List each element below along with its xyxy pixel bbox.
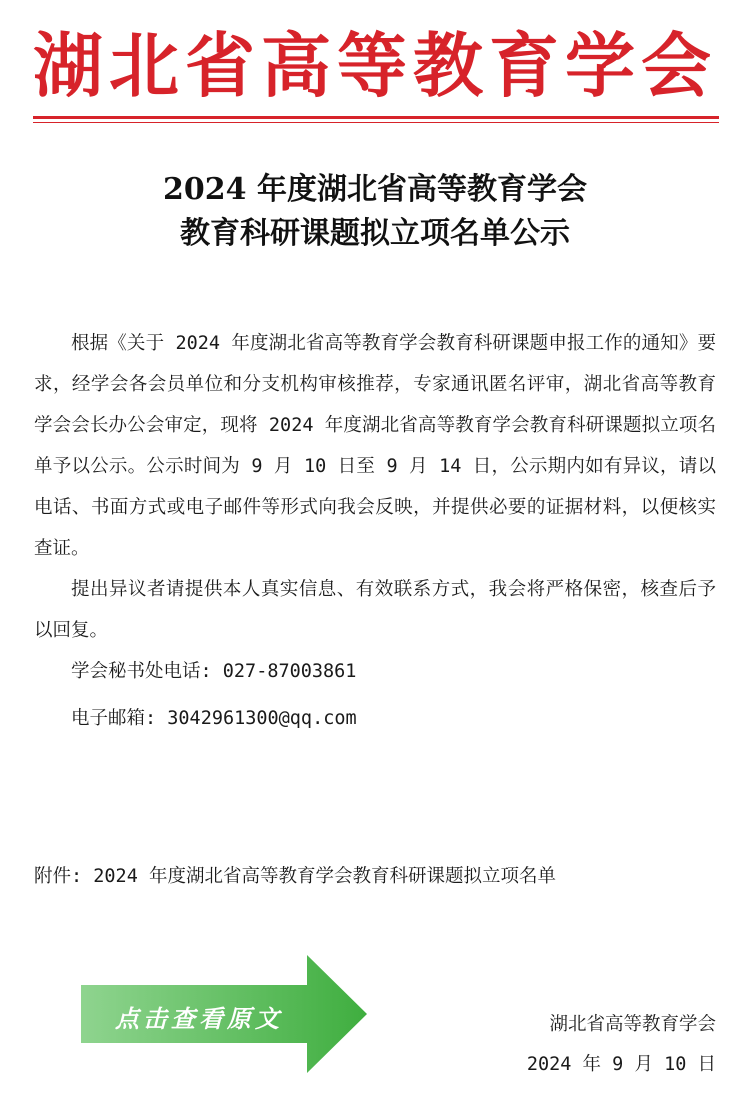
document-title	[0, 168, 750, 256]
view-original-button[interactable]	[81, 955, 367, 1073]
contact-phone: 学会秘书处电话: 027-87003861	[71, 661, 357, 682]
masthead-title: 湖北省高等教育学会	[33, 24, 717, 107]
masthead-rule-thick	[33, 116, 719, 119]
signature-date: 2024 年 9 月 10 日	[526, 1054, 716, 1075]
document-body	[34, 323, 716, 739]
document-title-line2: 教育科研课题拟立项名单公示	[180, 216, 570, 251]
contact-email: 电子邮箱: 3042961300@qq.com	[71, 708, 357, 729]
masthead-rule-thin	[33, 122, 719, 123]
body-paragraph-1: 根据《关于 2024 年度湖北省高等教育学会教育科研课题申报工作的通知》要求，经学会各会员单位和分支机构审核推荐，专家通讯匿名评审，湖北省高等教育学会会长办公会审定，现将 2024 年度湖北省高等教育学会教育科研课题拟立项名单予以公示。公示时间为 9 月 10 日至 9 月 14 日，公示期内如有异议，请以电话、书面方式或电子邮件等形式向我会反映，并提供必要的证据材料，以便核实查证。	[34, 333, 716, 559]
signature-organization: 湖北省高等教育学会	[549, 1014, 716, 1035]
signature-block	[527, 1005, 716, 1085]
attachment-line: 附件: 2024 年度湖北省高等教育学会教育科研课题拟立项名单	[34, 866, 556, 887]
body-paragraph-2: 提出异议者请提供本人真实信息、有效联系方式，我会将严格保密，核查后予以回复。	[34, 579, 716, 641]
document-title-line1: 2024 年度湖北省高等教育学会	[163, 172, 587, 207]
view-original-label: 点击查看原文	[115, 1004, 283, 1033]
